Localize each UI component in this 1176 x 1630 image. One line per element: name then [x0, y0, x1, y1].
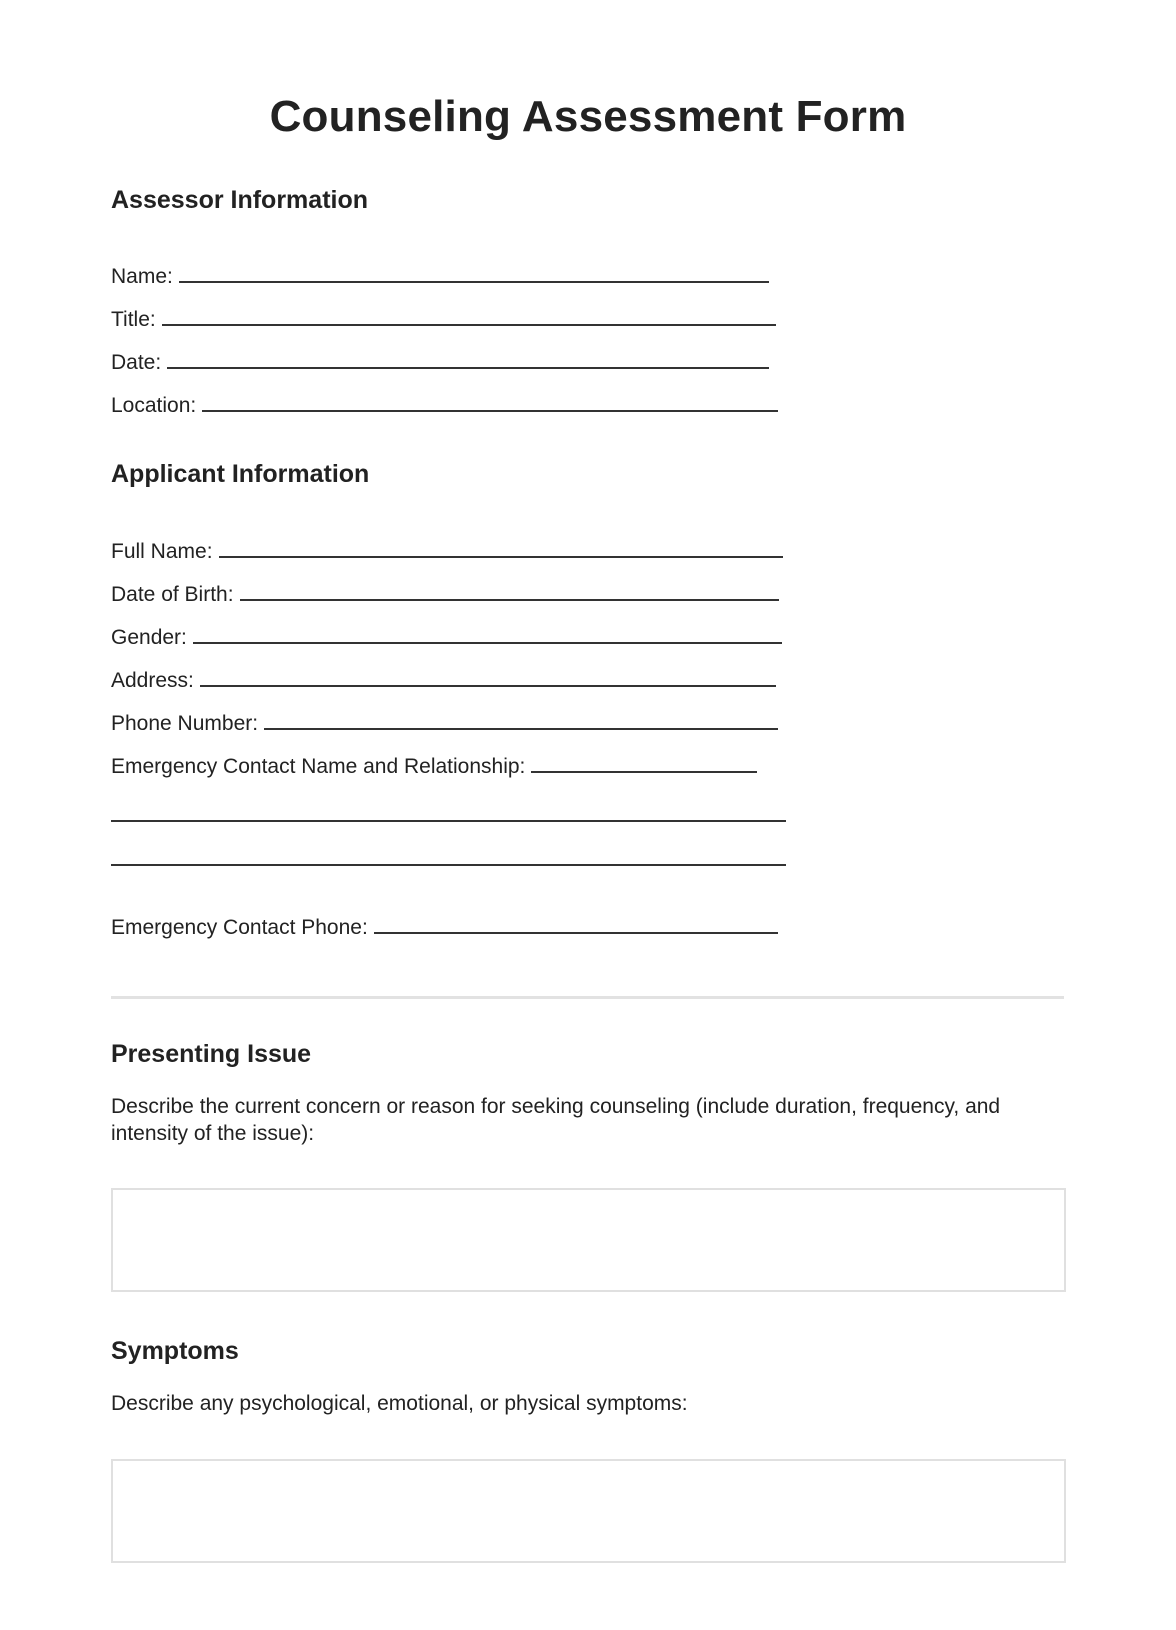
fill-in-line[interactable]	[200, 665, 776, 687]
section-divider	[111, 996, 1064, 999]
field-label: Location:	[111, 394, 197, 417]
applicant-phone-number-field[interactable]	[111, 708, 778, 737]
fill-in-line[interactable]	[202, 390, 778, 412]
fill-in-line[interactable]	[240, 579, 779, 601]
applicant-full-name-field[interactable]	[111, 536, 783, 565]
assessor-location-field[interactable]	[111, 390, 778, 419]
presenting-issue-prompt: Describe the current concern or reason for seeking counseling (include duration, frequency, and intensity of the issue):	[111, 1095, 1001, 1145]
applicant-address-field[interactable]	[111, 665, 776, 694]
emergency-contact-continuation-line[interactable]	[111, 820, 786, 822]
field-label: Emergency Contact Phone:	[111, 916, 368, 939]
fill-in-line[interactable]	[167, 347, 769, 369]
fill-in-line[interactable]	[219, 536, 783, 558]
assessor-name-field[interactable]	[111, 261, 769, 290]
symptoms-heading: Symptoms	[111, 1337, 239, 1365]
field-label: Gender:	[111, 626, 187, 649]
field-label: Date of Birth:	[111, 583, 234, 606]
fill-in-line[interactable]	[162, 304, 776, 326]
emergency-contact-continuation-line[interactable]	[111, 864, 786, 866]
fill-in-line[interactable]	[264, 708, 778, 730]
applicant-information-heading: Applicant Information	[111, 460, 370, 488]
field-label: Date:	[111, 351, 162, 374]
fill-in-line[interactable]	[374, 912, 778, 934]
assessor-information-heading: Assessor Information	[111, 186, 369, 214]
field-label: Title:	[111, 308, 156, 331]
page-title: Counseling Assessment Form	[269, 92, 907, 141]
field-label: Emergency Contact Name and Relationship:	[111, 755, 526, 778]
applicant-date-of-birth-field[interactable]	[111, 579, 779, 608]
field-label: Phone Number:	[111, 712, 259, 735]
symptoms-prompt: Describe any psychological, emotional, or physical symptoms:	[111, 1392, 688, 1415]
presenting-issue-answer-box[interactable]	[111, 1188, 1066, 1292]
fill-in-line[interactable]	[179, 261, 769, 283]
applicant-emergency-phone-field[interactable]	[111, 912, 778, 941]
assessor-date-field[interactable]	[111, 347, 769, 376]
fill-in-line[interactable]	[193, 622, 782, 644]
presenting-issue-heading: Presenting Issue	[111, 1040, 312, 1068]
applicant-gender-field[interactable]	[111, 622, 782, 651]
field-label: Full Name:	[111, 540, 213, 563]
applicant-emergency-contact-field[interactable]	[111, 751, 757, 780]
symptoms-answer-box[interactable]	[111, 1459, 1066, 1563]
field-label: Address:	[111, 669, 194, 692]
field-label: Name:	[111, 265, 173, 288]
assessor-title-field[interactable]	[111, 304, 776, 333]
fill-in-line[interactable]	[531, 751, 757, 773]
